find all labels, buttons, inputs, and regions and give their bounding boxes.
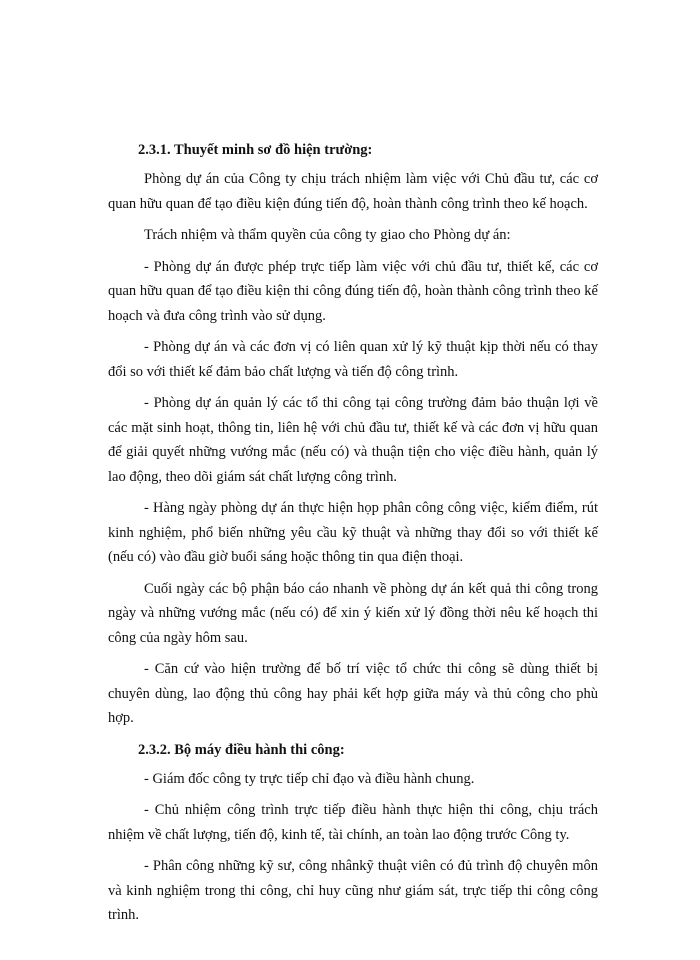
- paragraph: - Phòng dự án được phép trực tiếp làm việc với chủ đầu tư, thiết kế, các cơ quan hữu quan để tạo điều kiện thi công đúng tiến độ, hoàn thành công trình theo kế hoạch và đưa công trình vào sử dụng.: [108, 258, 598, 324]
- paragraph: - Phòng dự án và các đơn vị có liên quan xử lý kỹ thuật kịp thời nếu có thay đổi so với thiết kế đảm bảo chất lượng và tiến độ công trình.: [108, 339, 598, 380]
- paragraph: - Phòng dự án quản lý các tổ thi công tại công trường đảm bảo thuận lợi về các mặt sinh hoạt, thông tin, liên hệ với chủ đầu tư, thiết kế và các đơn vị hữu quan để giải quyết những vướng mắc (nếu có) và thuận tiện cho việc điều hành, quản lý lao động, theo dõi giám sát chất lượng công trình.: [108, 395, 598, 485]
- section-heading-2-3-1: 2.3.1. Thuyết minh sơ đồ hiện trường:: [138, 142, 373, 158]
- paragraph: - Hàng ngày phòng dự án thực hiện họp phân công công việc, kiểm điểm, rút kinh nghiệm, phổ biến những yêu cầu kỹ thuật và những thay đổi so với thiết kế (nếu có) vào đầu giờ buổi sáng hoặc thông tin qua điện thoại.: [108, 500, 598, 565]
- paragraph: - Căn cứ vào hiện trường để bố trí việc tổ chức thi công sẽ dùng thiết bị chuyên dùng, lao động thủ công hay phải kết hợp giữa máy và thủ công cho phù hợp.: [108, 661, 598, 726]
- document-body: [108, 138, 598, 935]
- paragraph: Trách nhiệm và thẩm quyền của công ty giao cho Phòng dự án:: [144, 227, 511, 243]
- paragraph: - Phân công những kỹ sư, công nhânkỹ thuật viên có đủ trình độ chuyên môn và kinh nghiệm trong thi công, chỉ huy cũng như giám sát, trực tiếp thi công công trình.: [108, 858, 598, 923]
- paragraph: - Giám đốc công ty trực tiếp chỉ đạo và điều hành chung.: [144, 770, 475, 787]
- paragraph: - Chủ nhiệm công trình trực tiếp điều hành thực hiện thi công, chịu trách nhiệm về chất lượng, tiến độ, kinh tế, tài chính, an toàn lao động trước Công ty.: [108, 802, 598, 843]
- paragraph: Phòng dự án của Công ty chịu trách nhiệm làm việc với Chủ đầu tư, các cơ quan hữu quan để tạo điều kiện đúng tiến độ, hoàn thành công trình theo kế hoạch.: [108, 171, 598, 212]
- section-heading-2-3-2: 2.3.2. Bộ máy điều hành thi công:: [138, 741, 345, 758]
- paragraph: Cuối ngày các bộ phận báo cáo nhanh về phòng dự án kết quả thi công trong ngày và những vướng mắc (nếu có) để xin ý kiến xử lý đồng thời nêu kế hoạch thi công của ngày hôm sau.: [108, 580, 598, 646]
